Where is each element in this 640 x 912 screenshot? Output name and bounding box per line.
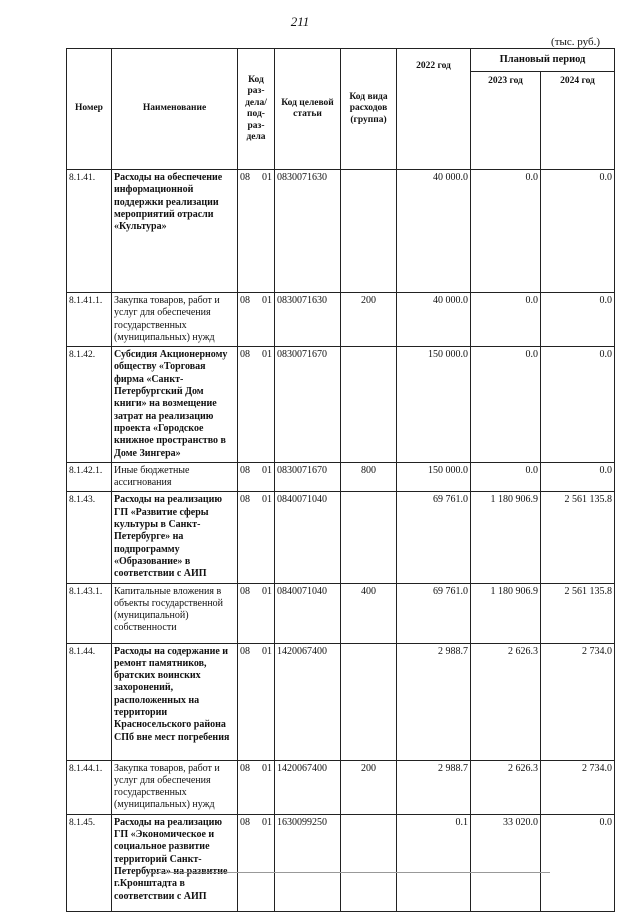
- header-vid: Код вида расходов (группа): [341, 49, 397, 170]
- row-podrazdel: 01: [262, 816, 272, 828]
- row-amount-2023: 2 626.3: [471, 760, 541, 814]
- row-number: 8.1.43.1.: [67, 583, 112, 643]
- row-amount-2024: 0.0: [541, 293, 615, 347]
- row-razdel-cell: [238, 492, 275, 583]
- row-amount-2023: 0.0: [471, 347, 541, 463]
- row-amount-2023: 1 180 906.9: [471, 583, 541, 643]
- table-row: [67, 347, 615, 463]
- table-row: [67, 583, 615, 643]
- row-target-code: 0830071630: [275, 170, 341, 293]
- table-row: [67, 760, 615, 814]
- row-razdel-cell: [238, 760, 275, 814]
- row-amount-2023: 2 626.3: [471, 643, 541, 760]
- row-podrazdel: 01: [262, 494, 272, 506]
- header-year-2022: 2022 год: [397, 49, 471, 170]
- row-amount-2022: 40 000.0: [397, 293, 471, 347]
- row-amount-2022: 69 761.0: [397, 583, 471, 643]
- row-podrazdel: 01: [262, 464, 272, 476]
- row-podrazdel: 01: [262, 295, 272, 306]
- row-podrazdel: 01: [262, 645, 272, 657]
- budget-table: [66, 48, 615, 912]
- row-name: Расходы на обеспечение информационной поддержки реализации мероприятий отрасли «Культура»: [112, 170, 238, 293]
- row-podrazdel: 01: [262, 585, 272, 597]
- row-razdel-cell: [238, 293, 275, 347]
- row-amount-2024: 2 561 135.8: [541, 583, 615, 643]
- row-razdel: 08: [240, 816, 250, 828]
- table-row: [67, 814, 615, 911]
- row-number: 8.1.42.1.: [67, 462, 112, 492]
- row-amount-2022: 150 000.0: [397, 347, 471, 463]
- row-vid-code: [341, 814, 397, 911]
- row-amount-2023: 33 020.0: [471, 814, 541, 911]
- header-razdel: Код раз-дела/ под-раз-дела: [238, 49, 275, 170]
- row-name: Расходы на содержание и ремонт памятников, братских воинских захоронений, расположенных на территории Красносельского района СПб вне мест погребения: [112, 643, 238, 760]
- row-amount-2024: 2 734.0: [541, 760, 615, 814]
- row-target-code: 0840071040: [275, 492, 341, 583]
- row-amount-2022: 69 761.0: [397, 492, 471, 583]
- row-razdel: 08: [240, 762, 250, 774]
- row-amount-2022: 150 000.0: [397, 462, 471, 492]
- header-plan-period: Плановый период: [471, 49, 615, 72]
- row-vid-code: 200: [341, 760, 397, 814]
- row-number: 8.1.44.1.: [67, 760, 112, 814]
- bottom-rule: [150, 872, 550, 873]
- row-amount-2022: 2 988.7: [397, 643, 471, 760]
- row-razdel-cell: [238, 814, 275, 911]
- row-number: 8.1.44.: [67, 643, 112, 760]
- row-razdel: 08: [240, 645, 250, 657]
- row-vid-code: 400: [341, 583, 397, 643]
- row-name: Расходы на реализацию ГП «Развитие сферы культуры в Санкт-Петербурге» на подпрограмму «Образование» в соответствии с АИП: [112, 492, 238, 583]
- row-name: Иные бюджетные ассигнования: [112, 462, 238, 492]
- row-name: Расходы на реализацию ГП «Экономическое и социальное развитие территорий Санкт-Петербурга» на развитие г.Кронштадта в соответствии с АИП: [112, 814, 238, 911]
- row-number: 8.1.41.1.: [67, 293, 112, 347]
- row-target-code: 0840071040: [275, 583, 341, 643]
- row-name: Субсидия Акционерному обществу «Торговая фирма «Санкт-Петербургский Дом книги» на возмещение затрат на реализацию проекта «Городское книжное пространство в Доме Зингера»: [112, 347, 238, 463]
- row-amount-2022: 0.1: [397, 814, 471, 911]
- row-razdel-cell: [238, 170, 275, 293]
- row-razdel: 08: [240, 349, 250, 361]
- row-podrazdel: 01: [262, 172, 272, 183]
- row-amount-2023: 0.0: [471, 462, 541, 492]
- row-target-code: 0830071670: [275, 462, 341, 492]
- row-name: Закупка товаров, работ и услуг для обеспечения государственных (муниципальных) нужд: [112, 293, 238, 347]
- table-row: [67, 643, 615, 760]
- row-name: Закупка товаров, работ и услуг для обеспечения государственных (муниципальных) нужд: [112, 760, 238, 814]
- row-vid-code: [341, 347, 397, 463]
- row-vid-code: 800: [341, 462, 397, 492]
- row-amount-2023: 0.0: [471, 293, 541, 347]
- row-razdel: 08: [240, 172, 250, 183]
- row-razdel-cell: [238, 583, 275, 643]
- row-razdel-cell: [238, 347, 275, 463]
- row-name: Капитальные вложения в объекты государственной (муниципальной) собственности: [112, 583, 238, 643]
- header-number: Номер: [67, 49, 112, 170]
- row-razdel: 08: [240, 295, 250, 306]
- row-vid-code: [341, 492, 397, 583]
- header-year-2023: 2023 год: [471, 72, 541, 170]
- row-number: 8.1.43.: [67, 492, 112, 583]
- table-row: [67, 293, 615, 347]
- row-amount-2022: 2 988.7: [397, 760, 471, 814]
- row-amount-2022: 40 000.0: [397, 170, 471, 293]
- header-year-2024: 2024 год: [541, 72, 615, 170]
- row-target-code: 1420067400: [275, 643, 341, 760]
- row-amount-2024: 0.0: [541, 814, 615, 911]
- row-amount-2024: 0.0: [541, 462, 615, 492]
- row-amount-2024: 0.0: [541, 170, 615, 293]
- row-amount-2023: 0.0: [471, 170, 541, 293]
- row-vid-code: [341, 170, 397, 293]
- row-razdel: 08: [240, 585, 250, 597]
- row-number: 8.1.41.: [67, 170, 112, 293]
- row-target-code: 1420067400: [275, 760, 341, 814]
- row-vid-code: [341, 643, 397, 760]
- header-name: Наименование: [112, 49, 238, 170]
- header-target: Код целевой статьи: [275, 49, 341, 170]
- row-number: 8.1.45.: [67, 814, 112, 911]
- row-podrazdel: 01: [262, 762, 272, 774]
- row-amount-2024: 2 734.0: [541, 643, 615, 760]
- row-amount-2024: 0.0: [541, 347, 615, 463]
- row-target-code: 1630099250: [275, 814, 341, 911]
- row-vid-code: 200: [341, 293, 397, 347]
- row-razdel-cell: [238, 462, 275, 492]
- row-amount-2024: 2 561 135.8: [541, 492, 615, 583]
- row-target-code: 0830071670: [275, 347, 341, 463]
- row-razdel-cell: [238, 643, 275, 760]
- row-number: 8.1.42.: [67, 347, 112, 463]
- table-row: [67, 492, 615, 583]
- row-amount-2023: 1 180 906.9: [471, 492, 541, 583]
- units-label: (тыс. руб.): [551, 36, 600, 48]
- row-target-code: 0830071630: [275, 293, 341, 347]
- row-podrazdel: 01: [262, 349, 272, 361]
- page-number: 211: [290, 14, 310, 29]
- table-row: [67, 170, 615, 293]
- row-razdel: 08: [240, 464, 250, 476]
- row-razdel: 08: [240, 494, 250, 506]
- table-row: [67, 462, 615, 492]
